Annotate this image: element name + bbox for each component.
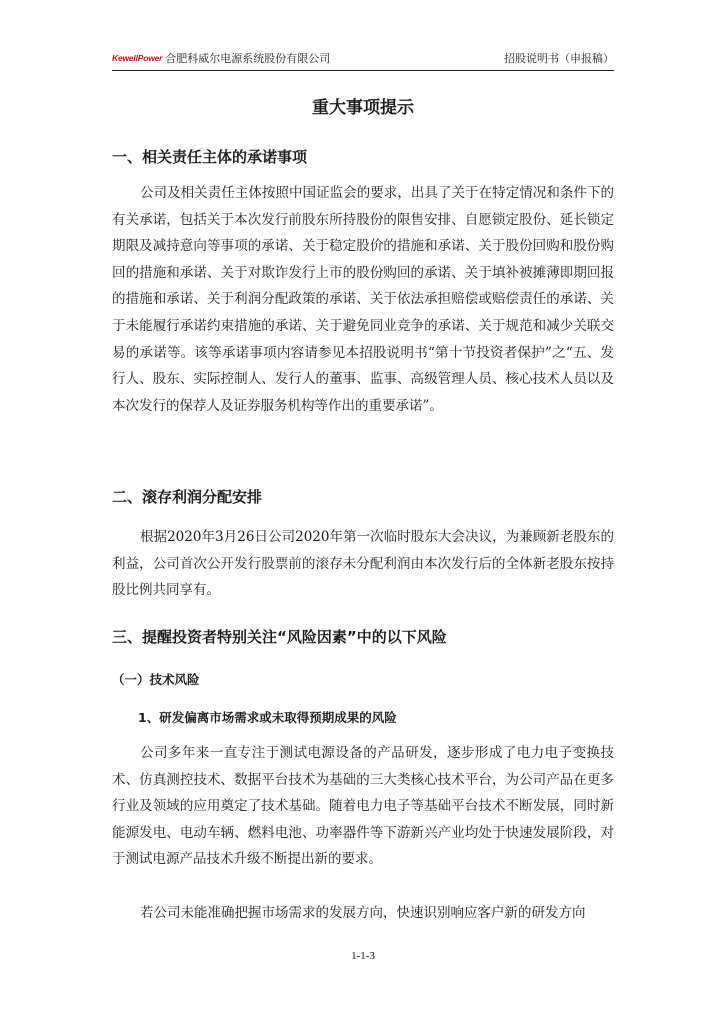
risk-paragraph-1: 公司多年来一直专注于测试电源设备的产品研发，逐步形成了电力电子变换技术、仿真测控技术、数据平台技术为基础的三大类核心技术平台，为公司产品在更多行业及领域的应用奠定了技术基础。随着电力电子等基础平台技术不断发展，同时新能源发电、电动车辆、燃料电池、功率器件等下游新兴产业均处于快速发展阶段，对于测试电源产品技术升级不断提出新的要求。 (112, 745, 614, 868)
risk-paragraph-2: 若公司未能准确把握市场需求的发展方向，快速识别响应客户新的研发方向 (140, 905, 586, 921)
document-type: 招股说明书（申报稿） (504, 52, 614, 65)
page-title: 重大事项提示 (312, 98, 414, 118)
section-heading-3: 三、提醒投资者特别关注“风险因素”中的以下风险 (112, 628, 447, 646)
page-header (112, 50, 614, 71)
risk-item-heading-1: 1、研发偏离市场需求或未取得预期成果的风险 (138, 710, 397, 725)
page-number: 1-1-3 (351, 950, 375, 962)
section-paragraph-2: 根据2020年3月26日公司2020年第一次临时股东大会决议，为兼顾新老股东的利益，公司首次公开发行股票前的滚存未分配利润由本次发行后的全体新老股东按持股比例共同享有。 (112, 529, 614, 599)
section-paragraph-1: 公司及相关责任主体按照中国证监会的要求，出具了关于在特定情况和条件下的有关承诺，包括关于本次发行前股东所持股份的限售安排、自愿锁定股份、延长锁定期限及减持意向等事项的承诺、关于稳定股价的措施和承诺、关于股份回购和股份购回的措施和承诺、关于对欺诈发行上市的股份购回的承诺、关于填补被摊薄即期回报的措施和承诺、关于利润分配政策的承诺、关于依法承担赔偿或赔偿责任的承诺、关于未能履行承诺约束措施的承诺、关于避免同业竞争的承诺、关于规范和减少关联交易的承诺等。该等承诺事项内容请参见本招股说明书“第十节投资者保护”之“五、发行人、股东、实际控制人、发行人的董事、监事、高级管理人员、核心技术人员以及本次发行的保荐人及证券服务机构等作出的重要承诺”。 (112, 185, 614, 414)
section-heading-2: 二、滚存利润分配安排 (112, 488, 263, 506)
company-logo: KewellPower (112, 53, 163, 63)
company-name: 合肥科威尔电源系统股份有限公司 (165, 52, 331, 65)
section-heading-1: 一、相关责任主体的承诺事项 (112, 148, 308, 166)
subsection-heading-tech-risk: （一）技术风险 (112, 672, 200, 687)
